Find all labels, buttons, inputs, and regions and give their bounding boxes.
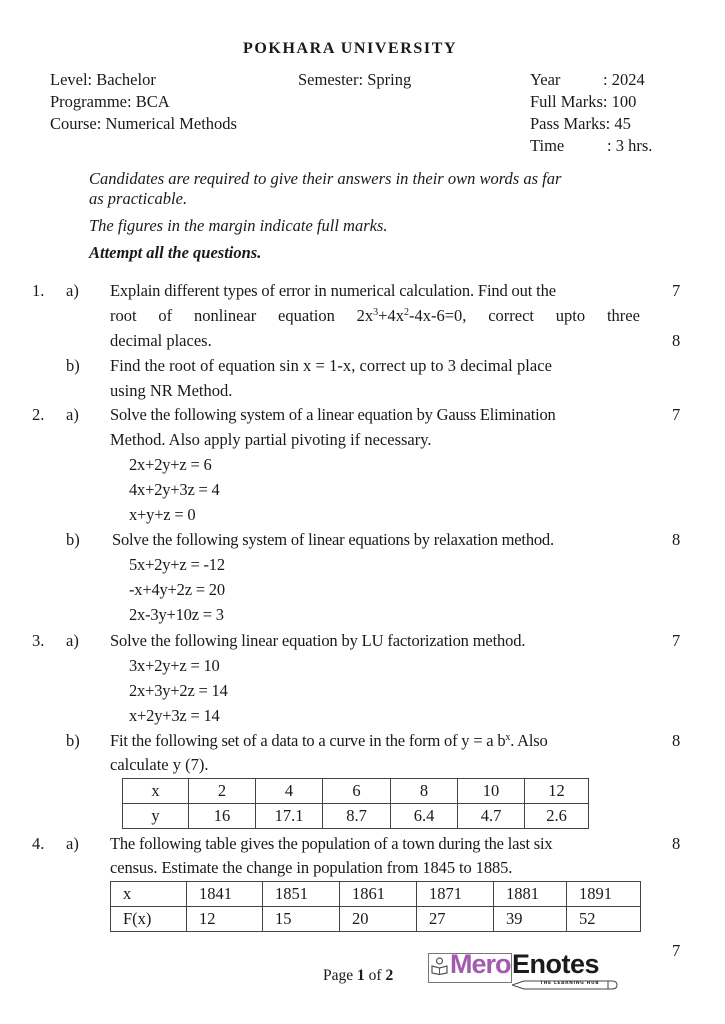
university-title: POKHARA UNIVERSITY bbox=[243, 40, 458, 57]
table-cell: 52 bbox=[567, 907, 641, 932]
exponent: 3 bbox=[373, 307, 379, 318]
q1a-label: a) bbox=[66, 281, 79, 300]
word: upto bbox=[555, 306, 586, 325]
q4a-label: a) bbox=[66, 834, 79, 853]
q3a-equation-3: x+2y+3z = 14 bbox=[129, 706, 220, 725]
q1b-marks: 8 bbox=[672, 331, 681, 350]
question-number-1: 1. bbox=[32, 281, 45, 300]
q3b-line-1 bbox=[110, 731, 548, 751]
exponent: 2 bbox=[403, 307, 409, 318]
page-current: 1 bbox=[357, 967, 365, 984]
q3a-marks: 7 bbox=[672, 631, 681, 650]
q2b-equation-1: 5x+2y+z = -12 bbox=[129, 555, 225, 574]
table-cell: 16 bbox=[189, 804, 256, 829]
q3b-line-2: calculate y (7). bbox=[110, 755, 209, 774]
instruction-line-2: as practicable. bbox=[89, 189, 188, 208]
page-indicator bbox=[323, 966, 393, 986]
table-cell: x bbox=[111, 882, 187, 907]
page-total: 2 bbox=[385, 967, 394, 984]
q2a-equation-2: 4x+2y+3z = 4 bbox=[129, 480, 220, 499]
q2b-equation-2: -x+4y+2z = 20 bbox=[129, 580, 225, 599]
year-value: : 2024 bbox=[603, 70, 645, 89]
instruction-line-4: Attempt all the questions. bbox=[89, 243, 262, 262]
logo-text-mero: Mero bbox=[450, 949, 511, 979]
word: of bbox=[158, 306, 173, 325]
table-row bbox=[123, 779, 589, 804]
table-cell: 20 bbox=[340, 907, 417, 932]
table-cell: 2.6 bbox=[525, 804, 589, 829]
q3a-line-1: Solve the following linear equation by LU factorization method. bbox=[110, 631, 526, 650]
logo-tagline: THE LEARNING HUB bbox=[540, 981, 600, 986]
table-cell: 15 bbox=[263, 907, 340, 932]
q4a-marks: 8 bbox=[672, 834, 681, 853]
full-marks-label: Full Marks: 100 bbox=[530, 92, 637, 111]
table-cell: 4 bbox=[256, 779, 323, 804]
pass-marks-label: Pass Marks: 45 bbox=[530, 114, 631, 133]
course-label: Course: Numerical Methods bbox=[50, 114, 237, 133]
exponent: x bbox=[505, 732, 511, 743]
q2a-label: a) bbox=[66, 405, 79, 424]
table-cell: 6.4 bbox=[391, 804, 458, 829]
q3b-marks: 8 bbox=[672, 731, 681, 750]
word: root bbox=[110, 306, 137, 325]
q4a-line-1: The following table gives the population of a town during the last six bbox=[110, 834, 553, 853]
q2a-line-2: Method. Also apply partial pivoting if necessary. bbox=[110, 430, 432, 449]
q4a-line-2: census. Estimate the change in population from 1845 to 1885. bbox=[110, 858, 513, 877]
table-row bbox=[111, 882, 641, 907]
time-value: : 3 hrs. bbox=[607, 136, 653, 155]
population-table bbox=[110, 881, 641, 932]
eq-part: 2x bbox=[356, 306, 374, 325]
q2a-marks: 7 bbox=[672, 405, 681, 424]
table-cell: 39 bbox=[494, 907, 567, 932]
table-cell: 1851 bbox=[263, 882, 340, 907]
q3a-equation-2: 2x+3y+2z = 14 bbox=[129, 681, 228, 700]
table-cell: 1891 bbox=[567, 882, 641, 907]
programme-label: Programme: BCA bbox=[50, 92, 170, 111]
q3a-equation-1: 3x+2y+z = 10 bbox=[129, 656, 220, 675]
q2b-label: b) bbox=[66, 530, 80, 549]
page-of: of bbox=[364, 967, 386, 984]
table-row bbox=[123, 804, 589, 829]
table-cell: x bbox=[123, 779, 189, 804]
q3a-label: a) bbox=[66, 631, 79, 650]
instruction-line-3: The figures in the margin indicate full marks. bbox=[89, 216, 388, 235]
table-cell: 1841 bbox=[187, 882, 263, 907]
q1a-marks: 7 bbox=[672, 281, 681, 300]
q1b-line-2: using NR Method. bbox=[110, 381, 233, 400]
table-cell: 1861 bbox=[340, 882, 417, 907]
table-cell: 8 bbox=[391, 779, 458, 804]
question-number-4: 4. bbox=[32, 834, 45, 853]
word: equation bbox=[278, 306, 335, 325]
semester-label: Semester: Spring bbox=[298, 70, 412, 89]
table-cell: F(x) bbox=[111, 907, 187, 932]
table-row bbox=[111, 907, 641, 932]
instruction-line-1: Candidates are required to give their answers in their own words as far bbox=[89, 169, 562, 188]
q1b-line-1: Find the root of equation sin x = 1-x, correct up to 3 decimal place bbox=[110, 356, 553, 375]
q2a-equation-3: x+y+z = 0 bbox=[129, 505, 196, 524]
eq-part: -4x-6=0, bbox=[408, 306, 467, 325]
q1a-line-2 bbox=[110, 306, 640, 326]
q3b-text: Fit the following set of a data to a curve in the form of y = a b bbox=[110, 731, 506, 750]
q2a-line-1: Solve the following system of a linear equation by Gauss Elimination bbox=[110, 405, 556, 424]
q2b-marks: 8 bbox=[672, 530, 681, 549]
q1a-line-1 bbox=[110, 281, 640, 301]
table-cell: 1871 bbox=[417, 882, 494, 907]
q3b-label: b) bbox=[66, 731, 80, 750]
question-number-2: 2. bbox=[32, 405, 45, 424]
table-cell: 12 bbox=[187, 907, 263, 932]
table-cell: 10 bbox=[458, 779, 525, 804]
year-label: Year bbox=[530, 70, 561, 89]
next-question-marks: 7 bbox=[672, 941, 681, 960]
q1a-line-1-text: Explain different types of error in numerical calculation. Find out the bbox=[110, 281, 556, 300]
level-label: Level: Bachelor bbox=[50, 70, 156, 89]
eq-part: +4x bbox=[378, 306, 404, 325]
table-cell: y bbox=[123, 804, 189, 829]
table-cell: 17.1 bbox=[256, 804, 323, 829]
word: correct bbox=[488, 306, 534, 325]
table-cell: 2 bbox=[189, 779, 256, 804]
table-cell: 27 bbox=[417, 907, 494, 932]
table-cell: 4.7 bbox=[458, 804, 525, 829]
logo-text-enotes: Enotes bbox=[512, 949, 600, 979]
q3b-text-suffix: . Also bbox=[510, 731, 548, 750]
word: three bbox=[606, 306, 640, 325]
reading-person-icon bbox=[431, 957, 448, 975]
q2b-equation-3: 2x-3y+10z = 3 bbox=[129, 605, 224, 624]
time-label: Time bbox=[530, 136, 565, 155]
q1b-label: b) bbox=[66, 356, 80, 375]
nonlinear-equation bbox=[357, 306, 467, 326]
q1a-line-3: decimal places. bbox=[110, 331, 212, 350]
table-cell: 8.7 bbox=[323, 804, 391, 829]
curve-fit-data-table bbox=[122, 778, 589, 829]
meroenotes-logo bbox=[428, 949, 623, 989]
question-number-3: 3. bbox=[32, 631, 45, 650]
word: nonlinear bbox=[193, 306, 257, 325]
table-cell: 6 bbox=[323, 779, 391, 804]
table-cell: 1881 bbox=[494, 882, 567, 907]
q2b-line-1: Solve the following system of linear equations by relaxation method. bbox=[112, 530, 554, 549]
table-cell: 12 bbox=[525, 779, 589, 804]
page-prefix: Page bbox=[323, 967, 358, 984]
q2a-equation-1: 2x+2y+z = 6 bbox=[129, 455, 212, 474]
